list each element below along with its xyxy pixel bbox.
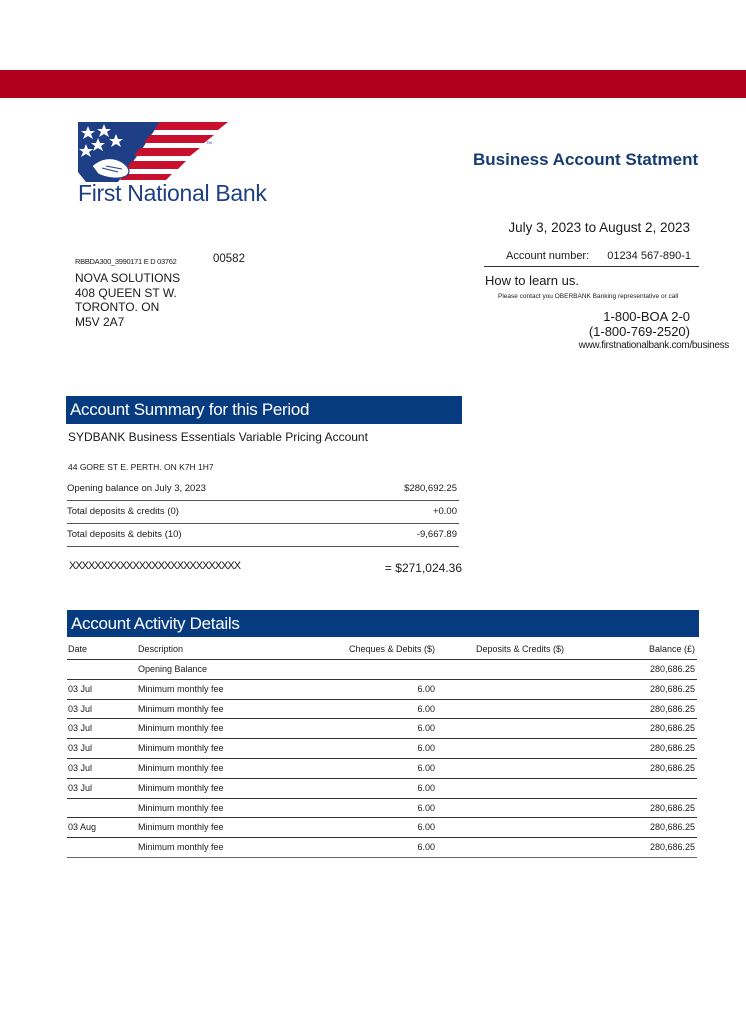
row-debit: 6.00 — [417, 723, 435, 734]
phone-numeric: (1-800-769-2520) — [588, 324, 690, 339]
row-debit: 6.00 — [417, 802, 435, 813]
summary-row — [67, 501, 459, 524]
col-date: Date — [68, 644, 88, 654]
summary-row-label: Total deposits & credits (0) — [67, 506, 179, 517]
contact-note: Please contact you OBERBANK Banking representative or call — [498, 293, 679, 300]
closing-balance-value: = $271,024.36 — [384, 561, 462, 575]
table-row — [67, 759, 697, 779]
summary-row — [67, 478, 459, 501]
row-date: 03 Jul — [68, 703, 93, 714]
contact-heading: How to learn us. — [485, 273, 579, 288]
row-description: Minimum monthly fee — [138, 743, 224, 754]
col-balance: Balance (£) — [648, 644, 695, 654]
statement-period: July 3, 2023 to August 2, 2023 — [508, 220, 690, 235]
table-row — [67, 680, 697, 700]
reference-number: 00582 — [213, 253, 245, 265]
col-debits: Cheques & Debits ($) — [348, 644, 435, 654]
row-date: 03 Jul — [68, 743, 93, 754]
table-row — [67, 660, 697, 680]
row-balance: 280,686.25 — [649, 664, 695, 674]
row-balance: 280,686.25 — [649, 743, 695, 754]
recipient-street: 408 QUEEN ST W. — [75, 285, 177, 300]
col-credits: Deposits & Credits ($) — [476, 644, 565, 654]
row-description: Minimum monthly fee — [138, 723, 224, 734]
row-balance: 280,686.25 — [649, 822, 695, 833]
row-balance: 280,686.25 — [649, 842, 695, 853]
table-row — [67, 779, 697, 799]
table-row — [67, 818, 697, 838]
row-date: 03 Jul — [68, 762, 93, 773]
row-debit: 6.00 — [417, 842, 435, 853]
top-banner — [0, 70, 746, 98]
table-row — [67, 838, 697, 858]
summary-row-label: Total deposits & debits (10) — [67, 529, 182, 540]
svg-text:TM: TM — [206, 140, 212, 145]
row-balance: 280,686.25 — [649, 683, 695, 694]
row-debit: 6.00 — [417, 822, 435, 833]
row-date: 03 Jul — [68, 723, 93, 734]
closing-balance-row — [67, 560, 462, 580]
row-debit: 6.00 — [417, 743, 435, 754]
row-description: Minimum monthly fee — [138, 802, 224, 813]
table-row — [67, 700, 697, 720]
row-description: Minimum monthly fee — [138, 703, 224, 714]
product-name: SYDBANK Business Essentials Variable Pricing Account — [68, 430, 368, 444]
row-description: Minimum monthly fee — [138, 782, 224, 793]
flag-handshake-logo-icon — [78, 122, 230, 184]
account-number-label: Account number: — [506, 250, 590, 262]
document-title: Business Account Statment — [473, 150, 699, 169]
activity-table — [67, 640, 697, 858]
recipient-name: NOVA SOLUTIONS — [75, 271, 181, 285]
row-debit: 6.00 — [417, 703, 435, 714]
col-description: Description — [138, 644, 184, 654]
row-balance: 280,686.25 — [649, 723, 695, 734]
account-number-value: 01234 567-890-1 — [607, 250, 691, 262]
recipient-address — [75, 271, 180, 329]
row-date: 03 Jul — [68, 782, 93, 793]
bank-name: First National Bank — [78, 180, 267, 206]
row-description: Opening Balance — [138, 664, 208, 674]
row-description: Minimum monthly fee — [138, 822, 224, 833]
reference-code: RBBDA300_3990171 E D 03762 — [75, 257, 177, 266]
row-balance: 280,686.25 — [649, 762, 695, 773]
summary-row-value: -9,667.89 — [416, 529, 457, 540]
table-row — [67, 719, 697, 739]
row-description: Minimum monthly fee — [138, 842, 224, 853]
closing-balance-label: XXXXXXXXXXXXXXXXXXXXXXXXXXX — [69, 560, 241, 572]
table-header — [67, 640, 697, 660]
row-date: 03 Jul — [68, 683, 93, 694]
summary-section-title: Account Summary for this Period — [66, 396, 462, 424]
row-balance: 280,686.25 — [649, 703, 695, 714]
summary-row-value: +0.00 — [432, 506, 457, 517]
row-description: Minimum monthly fee — [138, 762, 224, 773]
row-description: Minimum monthly fee — [138, 683, 224, 694]
branch-address: 44 GORE ST E. PERTH. ON K7H 1H7 — [68, 462, 214, 472]
recipient-city: TORONTO. ON — [75, 300, 160, 314]
account-number-row — [484, 250, 699, 267]
table-row — [67, 799, 697, 819]
row-date: 03 Aug — [68, 822, 97, 833]
activity-section-title: Account Activity Details — [67, 610, 699, 637]
table-row — [67, 739, 697, 759]
row-debit: 6.00 — [417, 683, 435, 694]
website-link[interactable]: www.firstnationalbank.com/business — [578, 340, 729, 351]
summary-row-label: Opening balance on July 3, 2023 — [67, 483, 206, 494]
row-balance: 280,686.25 — [649, 802, 695, 813]
recipient-postal: M5V 2A7 — [75, 314, 125, 329]
summary-row — [67, 524, 459, 547]
summary-row-value: $280,692.25 — [404, 483, 457, 494]
phone-alpha: 1-800-BOA 2-0 — [603, 309, 690, 324]
row-debit: 6.00 — [417, 762, 435, 773]
row-debit: 6.00 — [417, 782, 435, 793]
